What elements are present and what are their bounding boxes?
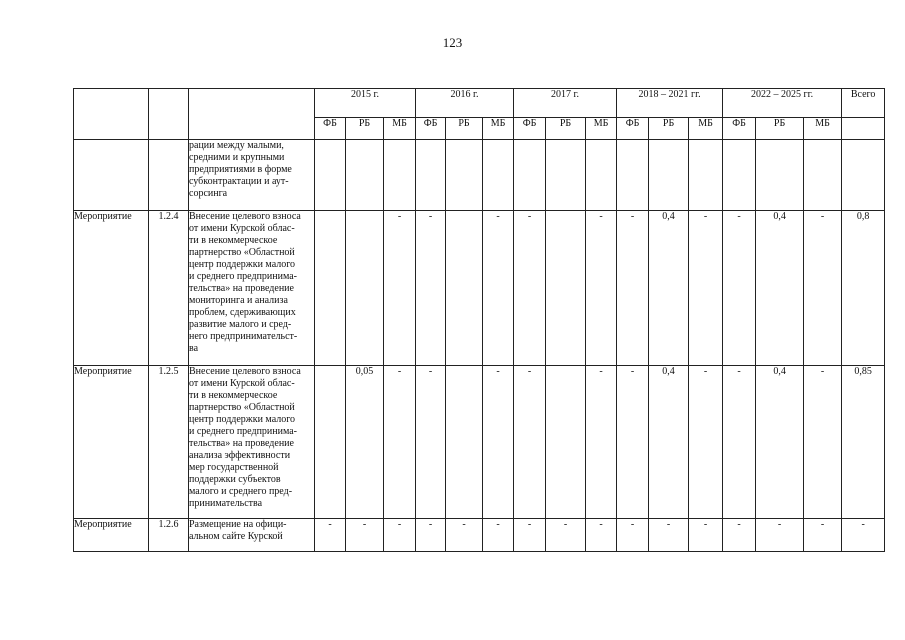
value-cell — [315, 366, 346, 519]
value-cell: - — [756, 519, 804, 552]
value-cell: - — [586, 211, 617, 366]
table-row — [74, 366, 885, 519]
value-cell: 0,4 — [756, 366, 804, 519]
value-cell: - — [723, 366, 756, 519]
value-cell: - — [483, 519, 514, 552]
value-cell: - — [446, 519, 483, 552]
year-header-2022-2025: 2022 – 2025 гг. — [723, 89, 842, 118]
header-cell-type — [74, 89, 149, 140]
row-code — [149, 140, 189, 211]
value-cell: - — [649, 519, 689, 552]
row-description: Внесение целевого взноса от имени Курской облас- ти в некоммерческое партнерство «Областной центр поддержки малого и среднего предпринима- тельства» на проведение анализа эффективности мер государственной поддержки субъектов малого и среднего пред- принимательства — [189, 366, 315, 519]
year-header-2018-2021: 2018 – 2021 гг. — [617, 89, 723, 118]
value-cell: - — [384, 366, 416, 519]
subheader-cell: РБ — [346, 118, 384, 140]
value-cell — [689, 140, 723, 211]
year-header-2017: 2017 г. — [514, 89, 617, 118]
value-cell — [346, 140, 384, 211]
value-cell — [384, 140, 416, 211]
value-cell: - — [483, 366, 514, 519]
table-row — [74, 211, 885, 366]
subheader-cell: РБ — [649, 118, 689, 140]
subheader-cell: РБ — [546, 118, 586, 140]
table-row — [74, 519, 885, 552]
value-cell — [446, 366, 483, 519]
value-cell — [346, 211, 384, 366]
subheader-cell: ФБ — [315, 118, 346, 140]
year-header-2016: 2016 г. — [416, 89, 514, 118]
row-code: 1.2.4 — [149, 211, 189, 366]
value-cell: - — [384, 519, 416, 552]
budget-table — [73, 88, 885, 552]
subheader-cell: ФБ — [617, 118, 649, 140]
total-cell: 0,85 — [842, 366, 885, 519]
value-cell: - — [514, 519, 546, 552]
value-cell: - — [617, 366, 649, 519]
value-cell: 0,4 — [756, 211, 804, 366]
value-cell: - — [617, 519, 649, 552]
value-cell: - — [804, 211, 842, 366]
value-cell: - — [416, 519, 446, 552]
table-row — [74, 140, 885, 211]
value-cell: - — [586, 366, 617, 519]
value-cell: - — [723, 519, 756, 552]
value-cell: - — [689, 211, 723, 366]
row-type: Мероприятие — [74, 366, 149, 519]
subheader-cell: РБ — [756, 118, 804, 140]
value-cell: - — [546, 519, 586, 552]
value-cell: - — [804, 519, 842, 552]
subheader-cell: МБ — [384, 118, 416, 140]
year-header-row — [74, 89, 885, 118]
total-cell: 0,8 — [842, 211, 885, 366]
value-cell — [649, 140, 689, 211]
value-cell: - — [586, 519, 617, 552]
value-cell: - — [723, 211, 756, 366]
total-header: Всего — [842, 89, 885, 118]
subheader-cell: РБ — [446, 118, 483, 140]
value-cell: - — [514, 366, 546, 519]
subheader-cell: ФБ — [723, 118, 756, 140]
header-cell-code — [149, 89, 189, 140]
value-cell: - — [689, 366, 723, 519]
value-cell: - — [346, 519, 384, 552]
header-cell-description — [189, 89, 315, 140]
value-cell — [617, 140, 649, 211]
value-cell — [586, 140, 617, 211]
value-cell: 0,4 — [649, 366, 689, 519]
value-cell — [446, 140, 483, 211]
value-cell — [514, 140, 546, 211]
row-description: рации между малыми, средними и крупными предприятиями в форме субконтрактации и аут- сорсинга — [189, 140, 315, 211]
row-type: Мероприятие — [74, 519, 149, 552]
value-cell: - — [514, 211, 546, 366]
value-cell — [483, 140, 514, 211]
page-number: 123 — [442, 35, 463, 50]
subheader-cell: МБ — [689, 118, 723, 140]
total-cell — [842, 140, 885, 211]
row-code: 1.2.6 — [149, 519, 189, 552]
value-cell — [446, 211, 483, 366]
value-cell: - — [804, 366, 842, 519]
value-cell: - — [617, 211, 649, 366]
subheader-cell: ФБ — [514, 118, 546, 140]
value-cell: - — [483, 211, 514, 366]
value-cell: 0,05 — [346, 366, 384, 519]
row-description: Внесение целевого взноса от имени Курской облас- ти в некоммерческое партнерство «Областной центр поддержки малого и среднего предпринима- тельства» на проведение мониторинга и анализа проблем, сдерживающих развитие малого и сред- него предпринимательст- ва — [189, 211, 315, 366]
subheader-cell: ФБ — [416, 118, 446, 140]
value-cell: - — [416, 366, 446, 519]
row-type — [74, 140, 149, 211]
row-code: 1.2.5 — [149, 366, 189, 519]
value-cell: - — [689, 519, 723, 552]
value-cell: - — [384, 211, 416, 366]
value-cell — [315, 140, 346, 211]
value-cell — [546, 366, 586, 519]
subheader-cell: МБ — [483, 118, 514, 140]
row-description: Размещение на офици- альном сайте Курской — [189, 519, 315, 552]
value-cell — [723, 140, 756, 211]
value-cell — [804, 140, 842, 211]
value-cell: - — [315, 519, 346, 552]
value-cell — [546, 140, 586, 211]
value-cell — [315, 211, 346, 366]
row-type: Мероприятие — [74, 211, 149, 366]
subheader-cell-empty — [842, 118, 885, 140]
subheader-cell: МБ — [586, 118, 617, 140]
value-cell: - — [416, 211, 446, 366]
year-header-2015: 2015 г. — [315, 89, 416, 118]
value-cell — [546, 211, 586, 366]
value-cell: 0,4 — [649, 211, 689, 366]
value-cell — [756, 140, 804, 211]
total-cell: - — [842, 519, 885, 552]
subheader-cell: МБ — [804, 118, 842, 140]
value-cell — [416, 140, 446, 211]
